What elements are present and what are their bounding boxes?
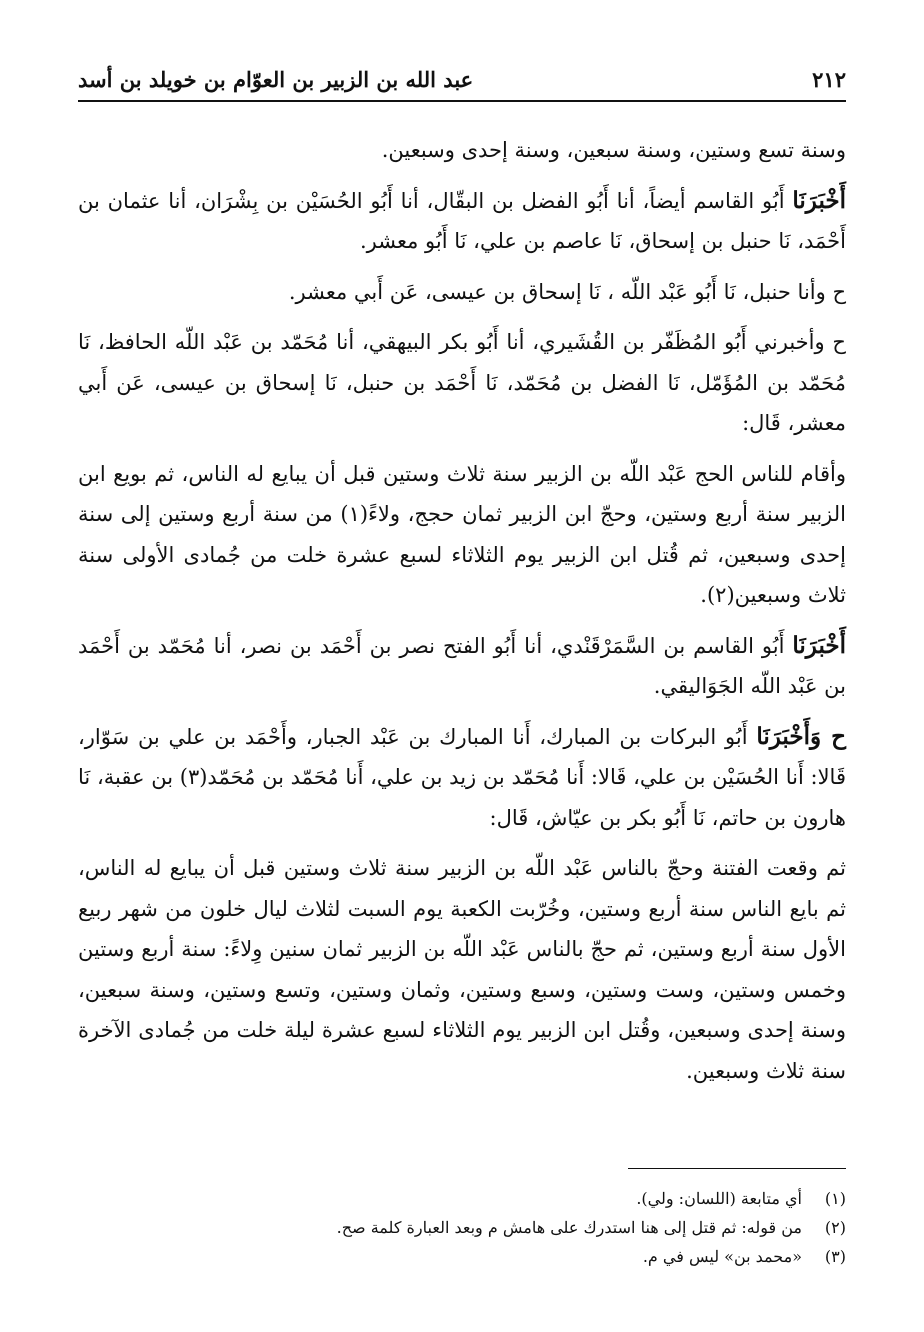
page-header: [78, 62, 846, 96]
footnote-number: (١): [824, 1189, 846, 1208]
header-rule: [78, 100, 846, 102]
footnote-3: [78, 1242, 846, 1271]
footnote-1: [78, 1184, 846, 1213]
keyword-wa-akhbarana: ح وَأَخْبَرَنَا: [756, 722, 846, 750]
footnote-rule: [628, 1168, 846, 1169]
keyword-akhbarana: أَخْبَرَنَا: [792, 186, 846, 214]
paragraph-5: وأقام للناس الحج عَبْد اللّه بن الزبير سنة ثلاث وستين قبل أن يبايع له الناس، ثم بويع ابن الزبير سنة أربع وستين، وحجّ ابن الزبير ثمان حجج، ولاءً(١) من سنة أربع وستين إلى سنة إحدى وسبعين، ثم قُتل ابن الزبير يوم الثلاثاء لسبع عشرة خلت من جُمادى الأولى سنة ثلاث وسبعين(٢).: [78, 461, 846, 607]
paragraph-1: وسنة تسع وستين، وسنة سبعين، وسنة إحدى وسبعين.: [381, 138, 846, 162]
footnote-2: [78, 1213, 846, 1242]
paragraph-7: [78, 717, 846, 839]
paragraph-6-text: أَبُو القاسم بن السَّمَرْقَنْدي، أنا أَبُو الفتح نصر بن أَحْمَد بن نصر، أنا مُحَمّد بن أَحْمَد بن عَبْد اللّه الجَوَاليقي.: [78, 633, 846, 698]
paragraph-6: [78, 626, 846, 707]
paragraph-4: ح وأخبرني أَبُو المُظَفّر بن القُشَيري، أنا أَبُو بكر البيهقي، أنا مُحَمّد بن عَبْد اللّه الحافظ، نَا مُحَمّد بن المُؤَمّل، نَا الفضل بن مُحَمّد، نَا أَحْمَد بن حنبل، نَا إسحاق بن عيسى، عَن أَبي معشر، قَال:: [78, 330, 846, 435]
paragraph-2: [78, 181, 846, 262]
footnote-text: أي متابعة (اللسان: ولي).: [636, 1189, 802, 1208]
paragraph-8: ثم وقعت الفتنة وحجّ بالناس عَبْد اللّه بن الزبير سنة ثلاث وستين قبل أن يبايع له الناس، ثم بايع الناس سنة أربع وستين، وخُرّبت الكعبة يوم السبت لثلاث ليال خلون من شهر ربيع الأول سنة أربع وستين، ثم حجّ بالناس عَبْد اللّه بن الزبير ثمان سنين وِلاءً: سنة أربع وستين وخمس وستين، وست وستين، وسبع وستين، وثمان وستين، وتسع وستين، وسنة سبعين، وسنة إحدى وسبعين، وقُتل ابن الزبير يوم الثلاثاء لسبع عشرة ليلة خلت من جُمادى الآخرة سنة ثلاث وسبعين.: [78, 856, 846, 1083]
paragraph-2-text: أَبُو القاسم أيضاً، أنا أَبُو الفضل بن البقّال، أنا أَبُو الحُسَيْن بن بِشْرَان، أنا عثمان بن أَحْمَد، نَا حنبل بن إسحاق، نَا عاصم بن علي، نَا أَبُو معشر.: [78, 188, 846, 253]
running-title: عبد الله بن الزبير بن العوّام بن خويلد بن أسد: [78, 66, 474, 92]
paragraph-3: ح وأنا حنبل، نَا أَبُو عَبْد اللّه ، نَا إسحاق بن عيسى، عَن أَبي معشر.: [288, 279, 846, 304]
page-number: ٢١٢: [812, 66, 846, 92]
footnote-number: (٣): [824, 1247, 846, 1266]
footnote-number: (٢): [824, 1218, 846, 1237]
footnote-text: من قوله: ثم قتل إلى هنا استدرك على هامش م وبعد العبارة كلمة صح.: [336, 1218, 802, 1237]
main-text: [78, 130, 846, 1091]
keyword-akhbarana: أَخْبَرَنَا: [792, 631, 846, 659]
footnotes: [78, 1184, 846, 1271]
footnote-text: «محمد بن» ليس في م.: [642, 1247, 802, 1266]
paragraph-7-text: أَبُو البركات بن المبارك، أَنا المبارك بن عَبْد الجبار، وأَحْمَد بن علي بن سَوّار، قَالا: أَنا الحُسَيْن بن علي، قَالا: أَنا مُحَمّد بن زيد بن علي، أَنا مُحَمّد بن مُحَمّد(٣) بن عقبة، نَا هارون بن حاتم، نَا أَبُو بكر بن عيّاش، قَال:: [78, 724, 846, 830]
